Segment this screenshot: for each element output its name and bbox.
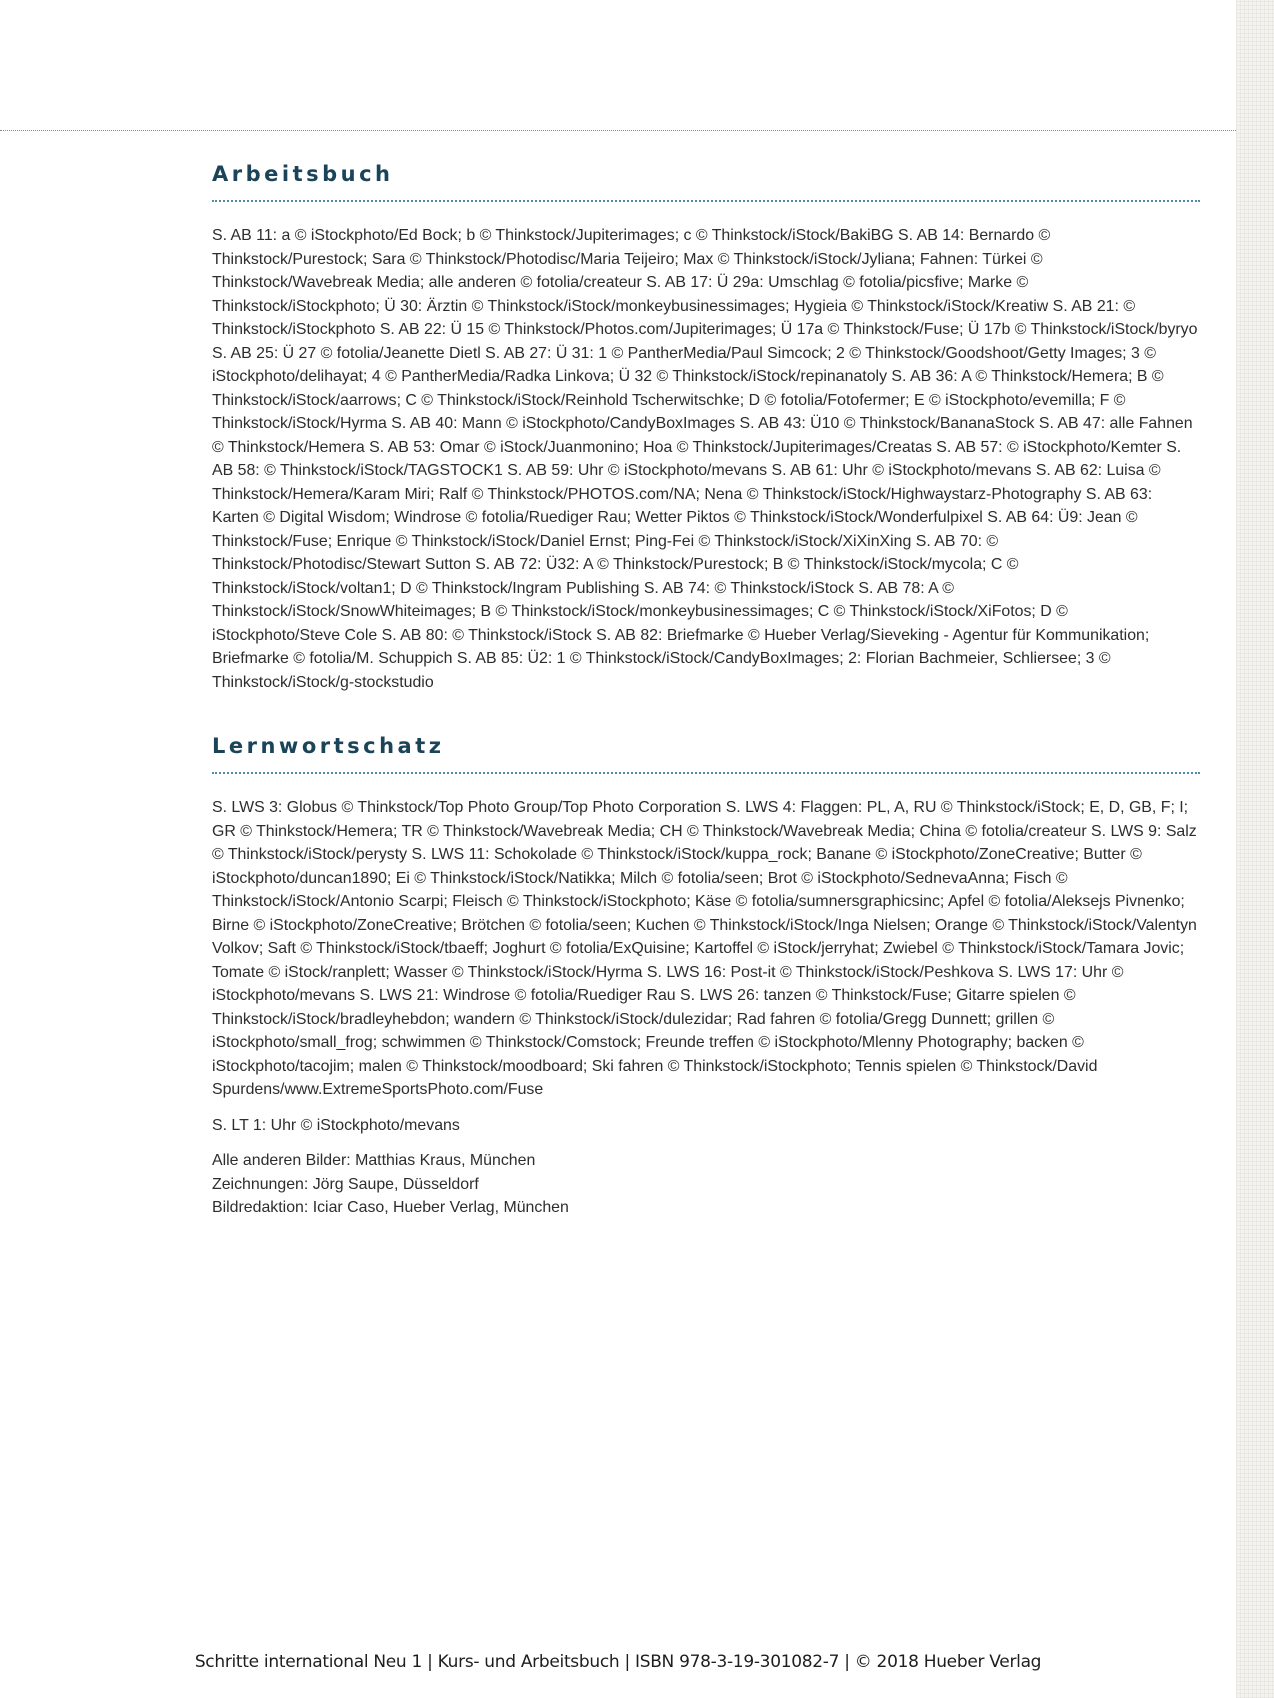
other-credit-line: Bildredaktion: Iciar Caso, Hueber Verlag, München	[212, 1199, 569, 1216]
credit-lt: S. LT 1: Uhr © iStockphoto/mevans	[212, 1116, 460, 1134]
credits-lernwortschatz: S. LWS 3: Globus © Thinkstock/Top Photo Group/Top Photo Corporation S. LWS 4: Flaggen: PL, A, RU © Thinkstock/iStock; E, D, GB, F; I; GR © Thinkstock/Hemera; TR © Thinkstock/Wavebreak Media; CH © Thinkstock/Wavebreak Media; China © fotolia/createur S. LWS 9: Salz © Thinkstock/iStock/perysty S. LWS 11: Schokolade © Thinkstock/iStock/kuppa_rock; Banane © iStockphoto/ZoneCreative; Butter © iStockphoto/duncan1890; Ei © Thinkstock/iStock/Natikka; Milch © fotolia/seen; Brot © iStockphoto/SednevaAnna; Fisch © Thinkstock/iStock/Antonio Scarpi; Fleisch © Thinkstock/iStockphoto; Käse © fotolia/sumnersgraphicsinc; Apfel © fotolia/Aleksejs Pivnenko; Birne © iStockphoto/ZoneCreative; Brötchen © fotolia/seen; Kuchen © Thinkstock/iStock/Inga Nielsen; Orange © Thinkstock/iStock/Valentyn Volkov; Saft © Thinkstock/iStock/tbaeff; Joghurt © fotolia/ExQuisine; Kartoffel © iStock/jerryhat; Zwiebel © Thinkstock/iStock/Tamara Jovic; Tomate © iStock/ranplett; Wasser © Thinkstock/iStock/Hyrma S. LWS 16: Post-it © Thinkstock/iStock/Peshkova S. LWS 17: Uhr © iStockphoto/mevans S. LWS 21: Windrose © fotolia/Ruediger Rau S. LWS 26: tanzen © Thinkstock/Fuse; Gitarre spielen © Thinkstock/iStock/bradleyhebdon; wandern © Thinkstock/iStock/dulezidar; Rad fahren © fotolia/Gregg Dunnett; grillen © iStockphoto/small_frog; schwimmen © Thinkstock/Comstock; Freunde treffen © iStockphoto/Mlenny Photography; backen © iStockphoto/tacojim; malen © Thinkstock/moodboard; Ski fahren © Thinkstock/iStockphoto; Tennis spielen © Thinkstock/David Spurdens/www.ExtremeSportsPhoto.com/Fuse	[212, 799, 1197, 1098]
section-arbeitsbuch	[212, 160, 1200, 694]
credits-arbeitsbuch: S. AB 11: a © iStockphoto/Ed Bock; b © Thinkstock/Jupiterimages; c © Thinkstock/iStock/BakiBG S. AB 14: Bernardo © Thinkstock/Purestock; Sara © Thinkstock/Photodisc/Maria Teijeiro; Max © Thinkstock/iStock/Jyliana; Fahnen: Türkei © Thinkstock/Wavebreak Media; alle anderen © fotolia/createur S. AB 17: Ü 29a: Umschlag © fotolia/picsfive; Marke © Thinkstock/iStockphoto; Ü 30: Ärztin © Thinkstock/iStock/monkeybusinessimages; Hygieia © Thinkstock/iStock/Kreatiw S. AB 21: © Thinkstock/iStockphoto S. AB 22: Ü 15 © Thinkstock/Photos.com/Jupiterimages; Ü 17a © Thinkstock/Fuse; Ü 17b © Thinkstock/iStock/byryo S. AB 25: Ü 27 © fotolia/Jeanette Dietl S. AB 27: Ü 31: 1 © PantherMedia/Paul Simcock; 2 © Thinkstock/Goodshoot/Getty Images; 3 © iStockphoto/delihayat; 4 © PantherMedia/Radka Linkova; Ü 32 © Thinkstock/iStock/repinanatoly S. AB 36: A © Thinkstock/Hemera; B © Thinkstock/iStock/aarrows; C © Thinkstock/iStock/Reinhold Tscherwitschke; D © fotolia/Fotofermer; E © iStockphoto/evemilla; F © Thinkstock/iStock/Hyrma S. AB 40: Mann © iStockphoto/CandyBoxImages S. AB 43: Ü10 © Thinkstock/BananaStock S. AB 47: alle Fahnen © Thinkstock/Hemera S. AB 53: Omar © iStock/Juanmonino; Hoa © Thinkstock/Jupiterimages/Creatas S. AB 57: © iStockphoto/Kemter S. AB 58: © Thinkstock/iStock/TAGSTOCK1 S. AB 59: Uhr © iStockphoto/mevans S. AB 61: Uhr © iStockphoto/mevans S. AB 62: Luisa © Thinkstock/Hemera/Karam Miri; Ralf © Thinkstock/PHOTOS.com/NA; Nena © Thinkstock/iStock/Highwaystarz-Photography S. AB 63: Karten © Digital Wisdom; Windrose © fotolia/Ruediger Rau; Wetter Piktos © Thinkstock/iStock/Wonderfulpixel S. AB 64: Ü9: Jean © Thinkstock/Fuse; Enrique © Thinkstock/iStock/Daniel Ernst; Ping-Fei © Thinkstock/iStock/XiXinXing S. AB 70: © Thinkstock/Photodisc/Stewart Sutton S. AB 72: Ü32: A © Thinkstock/Purestock; B © Thinkstock/iStock/mycola; C © Thinkstock/iStock/voltan1; D © Thinkstock/Ingram Publishing S. AB 74: © Thinkstock/iStock S. AB 78: A © Thinkstock/iStock/SnowWhiteimages; B © Thinkstock/iStock/monkeybusinessimages; C © Thinkstock/iStock/XiFotos; D © iStockphoto/Steve Cole S. AB 80: © Thinkstock/iStock S. AB 82: Briefmarke © Hueber Verlag/Sieveking - Agentur für Kommunikation; Briefmarke © fotolia/M. Schuppich S. AB 85: Ü2: 1 © Thinkstock/iStock/CandyBoxImages; 2: Florian Bachmeier, Schliersee; 3 © Thinkstock/iStock/g-stockstudio	[212, 227, 1198, 691]
other-credit-line: Zeichnungen: Jörg Saupe, Düsseldorf	[212, 1175, 479, 1193]
page-footer: Schritte international Neu 1 | Kurs- und Arbeitsbuch | ISBN 978-3-19-301082-7 | © 2018 Hueber Verlag	[194, 1652, 1042, 1672]
other-credit-line: Alle anderen Bilder: Matthias Kraus, München	[212, 1152, 536, 1169]
section-lernwortschatz	[212, 732, 1200, 1220]
other-credits	[212, 1149, 1200, 1220]
section-rule-arbeitsbuch	[212, 200, 1200, 202]
top-dotted-rule	[0, 130, 1236, 131]
section-rule-lernwortschatz	[212, 772, 1200, 774]
section-heading-arbeitsbuch: Arbeitsbuch	[212, 162, 394, 186]
picture-credits-content	[212, 160, 1200, 1220]
page-edge-margin	[1236, 0, 1274, 1698]
section-heading-lernwortschatz: Lernwortschatz	[212, 734, 445, 758]
